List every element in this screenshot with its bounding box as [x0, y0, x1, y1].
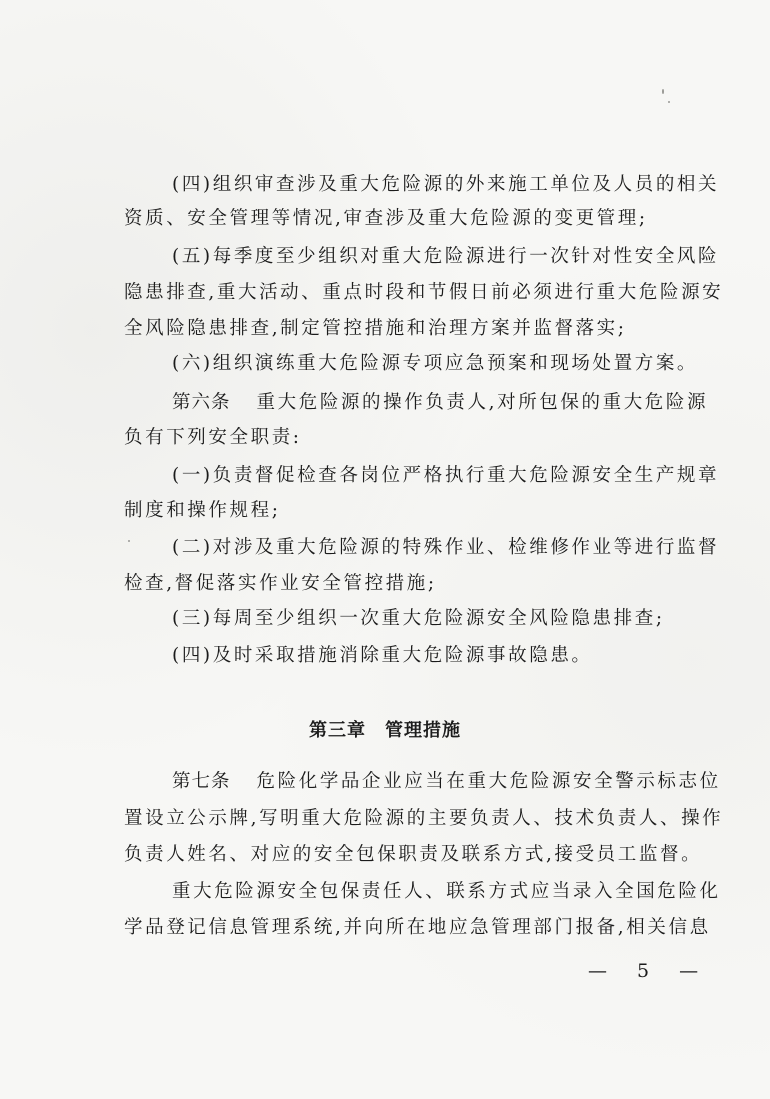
text-line: 制度和操作规程;	[124, 500, 281, 521]
text-line: 负责人姓名、对应的安全包保职责及联系方式,接受员工监督。	[124, 844, 703, 865]
page-number: — 5 —	[588, 960, 711, 982]
article-seven-label: 第七条	[172, 771, 231, 792]
text-line: 资质、安全管理等情况,审查涉及重大危险源的变更管理;	[124, 208, 648, 229]
article-six-line	[172, 391, 708, 415]
text-line: (六)组织演练重大危险源专项应急预案和现场处置方案。	[172, 353, 699, 374]
text-line: (四)组织审查涉及重大危险源的外来施工单位及人员的相关	[172, 174, 720, 195]
chapter-heading: 第三章 管理措施	[309, 720, 461, 741]
text-line: 全风险隐患排查,制定管控措施和治理方案并监督落实;	[124, 318, 627, 339]
text-line: 重大危险源安全包保责任人、联系方式应当录入全国危险化	[172, 881, 721, 902]
text-span: 危险化学品企业应当在重大危险源安全警示标志位	[256, 771, 721, 792]
text-line: 置设立公示牌,写明重大危险源的主要负责人、技术负责人、操作	[124, 808, 724, 829]
text-line: 学品登记信息管理系统,并向所在地应急管理部门报备,相关信息	[124, 917, 711, 938]
text-line: 负有下列安全职责:	[124, 427, 302, 448]
scan-speck	[662, 89, 664, 94]
scan-speck	[128, 540, 130, 542]
text-line: 隐患排查,重大活动、重点时段和节假日前必须进行重大危险源安	[124, 282, 724, 303]
text-line: (一)负责督促检查各岗位严格执行重大危险源安全生产规章	[172, 465, 720, 486]
text-line: 检查,督促落实作业安全管控措施;	[124, 573, 437, 594]
text-line: (三)每周至少组织一次重大危险源安全风险隐患排查;	[172, 608, 665, 629]
text-line: (四)及时采取措施消除重大危险源事故隐患。	[172, 645, 593, 666]
text-line: (二)对涉及重大危险源的特殊作业、检维修作业等进行监督	[172, 537, 720, 558]
article-six-label: 第六条	[172, 392, 231, 413]
article-seven-line	[172, 770, 721, 794]
text-line: (五)每季度至少组织对重大危险源进行一次针对性安全风险	[172, 246, 720, 267]
scan-speck	[668, 101, 670, 103]
text-span: 重大危险源的操作负责人,对所包保的重大危险源	[256, 392, 709, 413]
